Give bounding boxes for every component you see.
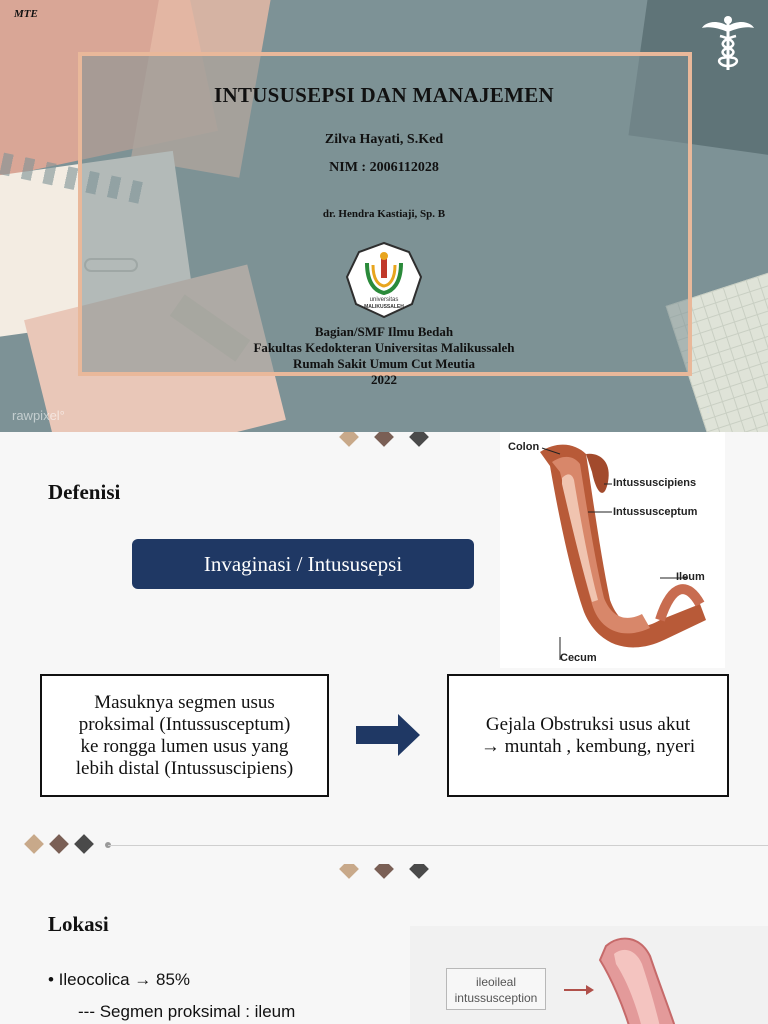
decor-diamond [339,864,359,879]
sub-bullet-segment: --- Segmen proksimal : ileum [78,1002,296,1021]
decor-diamond [24,834,44,854]
hospital-line: Rumah Sakit Umum Cut Meutia [292,356,475,371]
bullet-ileocolica: • Ileocolica → 85% [48,970,191,989]
ileoileal-illustration [410,926,768,1024]
university-logo [345,241,423,319]
definition-box [40,674,329,797]
decor-diamond [49,834,69,854]
divider-line [108,845,768,846]
label-intussusceptum: Intussusceptum [613,506,698,518]
advisor-name: dr. Hendra Kastiaji, Sp. B [322,208,446,220]
watermark: rawpixel° [12,408,65,423]
student-id: NIM : 2006112028 [329,160,439,175]
definition-text: Masuknya segmen usus proksimal (Intussusceptum) ke rongga lumen usus yang lebih distal (Intussuscipiens) [75,691,294,779]
slide-heading: Lokasi [48,912,109,936]
label-intussuscipiens: Intussuscipiens [613,477,697,489]
label-ileum: Ileum [676,571,705,583]
department-line: Bagian/SMF Ilmu Bedah [314,324,454,339]
decor-diamond [409,432,429,447]
decor-diamond [339,432,359,447]
location-slide [0,864,768,1024]
svg-text:MALIKUSSALEH: MALIKUSSALEH [364,304,404,310]
right-arrow-icon [354,712,422,758]
slide-heading: Defenisi [48,480,121,504]
page-number: 1 [706,408,710,415]
symptom-text: Gejala Obstruksi usus akut → muntah , kembung, nyeri [480,713,696,757]
decor-diamond [374,432,394,447]
institution-block [0,324,768,388]
title-slide [0,0,768,432]
label-colon: Colon [508,441,540,453]
caduceus-icon [700,14,756,72]
definition-banner: Invaginasi / Intususepsi [132,539,474,589]
svg-text:universitas: universitas [369,297,399,303]
decor-diamond [409,864,429,879]
year-line: 2022 [371,372,397,387]
decor-diamond [74,834,94,854]
faculty-line: Fakultas Kedokteran Universitas Malikussaleh [253,340,515,355]
presentation-title: INTUSUSEPSI DAN MANAJEMEN [213,83,555,107]
decor-diamond [374,864,394,879]
symptom-box [447,674,729,797]
label-cecum: Cecum [560,652,597,664]
definition-slide [0,432,768,864]
intussusception-illustration [500,432,725,668]
bowel-diagram [500,432,725,668]
corner-mark: MTE [14,8,38,20]
figure-label: ileoileal intussusception [446,968,546,1010]
author-name: Zilva Hayati, S.Ked [324,132,444,147]
ileoileal-diagram [410,926,768,1024]
